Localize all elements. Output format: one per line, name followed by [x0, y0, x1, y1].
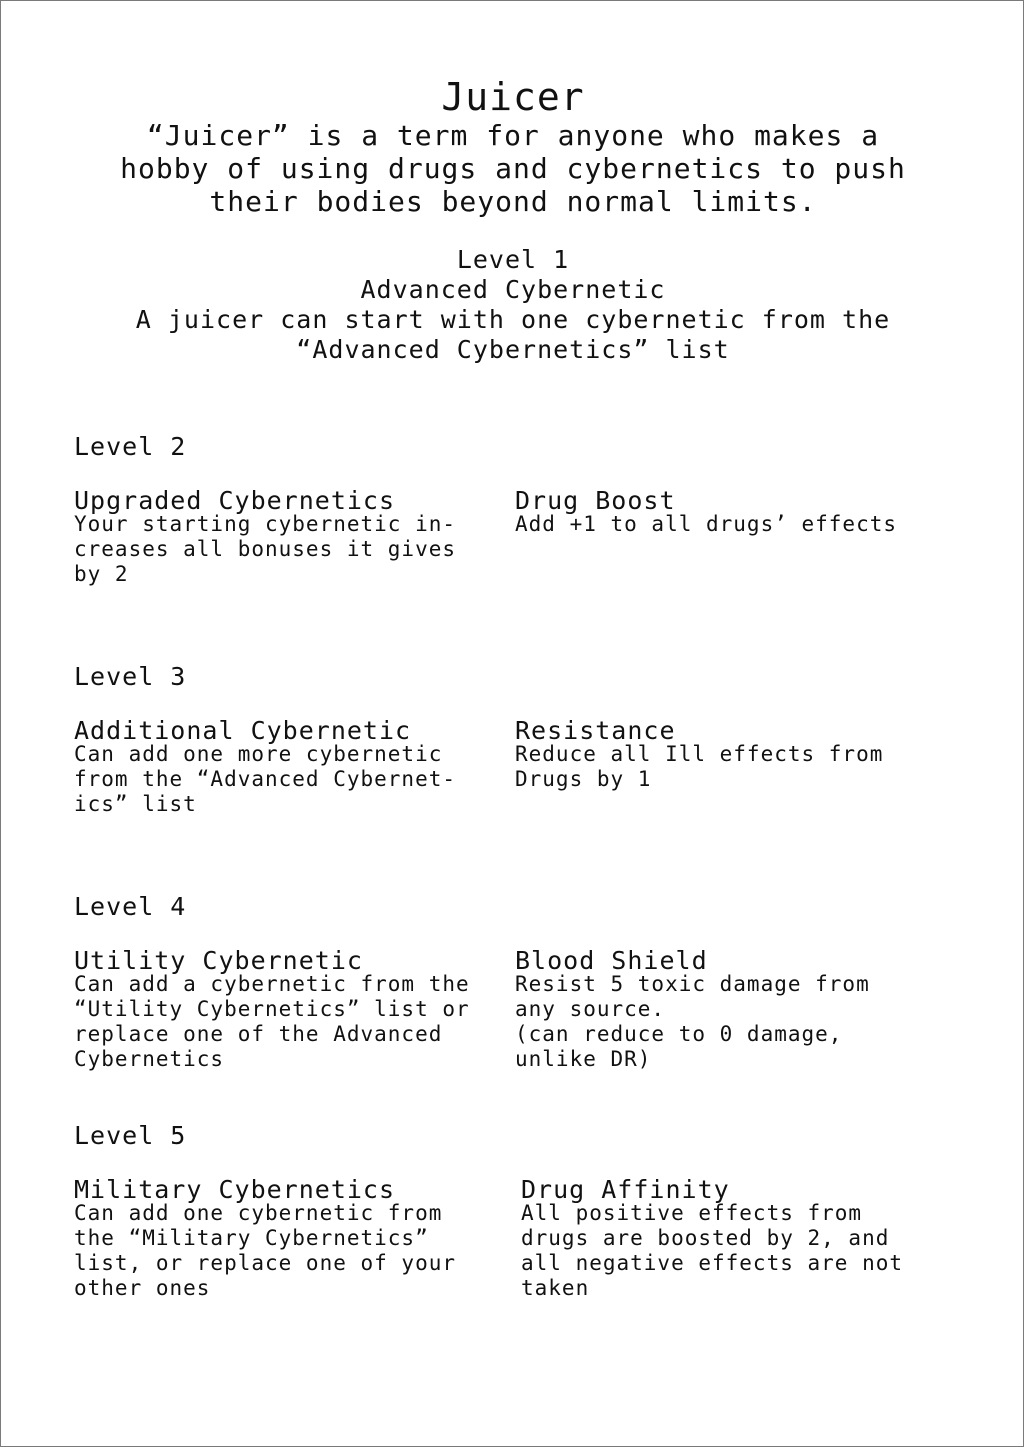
level-3-section: [74, 662, 954, 816]
page-title: Juicer: [441, 75, 585, 119]
feature-description: Can add one more cybernetic from the “Advanced Cybernet- ics” list: [74, 742, 457, 816]
level-1-heading: Level 1: [456, 245, 570, 274]
feature-description: All positive effects from drugs are boosted by 2, and all negative effects are not taken: [521, 1201, 904, 1300]
feature-description: Your starting cybernetic in- creases all bonuses it gives by 2: [74, 512, 457, 586]
feature-name: Utility Cybernetic: [74, 946, 363, 975]
feature-name: Blood Shield: [515, 946, 708, 975]
feature-name: Drug Boost: [515, 486, 676, 515]
feature-description: Can add a cybernetic from the “Utility Cybernetics” list or replace one of the Advanced Cybernetics: [74, 972, 470, 1071]
level-3-right-feature: [515, 716, 935, 792]
level-4-left-feature: [74, 946, 494, 1072]
level-5-section: [74, 1121, 954, 1300]
feature-name: Resistance: [515, 716, 676, 745]
level-4-right-feature: [515, 946, 935, 1072]
level-2-left-feature: [74, 486, 494, 587]
feature-description: Add +1 to all drugs’ effects: [515, 512, 898, 536]
level-2-section: [74, 432, 954, 586]
level-1-feature-name: Advanced Cybernetic: [360, 275, 666, 304]
level-4-section: [74, 892, 954, 1071]
feature-description: Reduce all Ill effects from Drugs by 1: [515, 742, 884, 791]
feature-description: Can add one cybernetic from the “Military Cybernetics” list, or replace one of your other ones: [74, 1201, 457, 1300]
level-5-right-feature: [521, 1175, 941, 1301]
level-1-feature-description: A juicer can start with one cybernetic from the “Advanced Cybernetics” list: [135, 305, 891, 364]
level-2-heading: Level 2: [74, 432, 187, 461]
level-3-heading: Level 3: [74, 662, 187, 691]
feature-description: Resist 5 toxic damage from any source. (can reduce to 0 damage, unlike DR): [515, 972, 870, 1071]
level-2-right-feature: [515, 486, 935, 537]
level-5-left-feature: [74, 1175, 494, 1301]
feature-name: Upgraded Cybernetics: [74, 486, 396, 515]
feature-name: Additional Cybernetic: [74, 716, 412, 745]
intro-text: “Juicer” is a term for anyone who makes a hobby of using drugs and cybernetics to push their bodies beyond normal limits.: [120, 119, 906, 218]
level-5-heading: Level 5: [74, 1121, 187, 1150]
feature-name: Drug Affinity: [521, 1175, 730, 1204]
level-4-heading: Level 4: [74, 892, 187, 921]
level-3-left-feature: [74, 716, 494, 817]
feature-name: Military Cybernetics: [74, 1175, 396, 1204]
